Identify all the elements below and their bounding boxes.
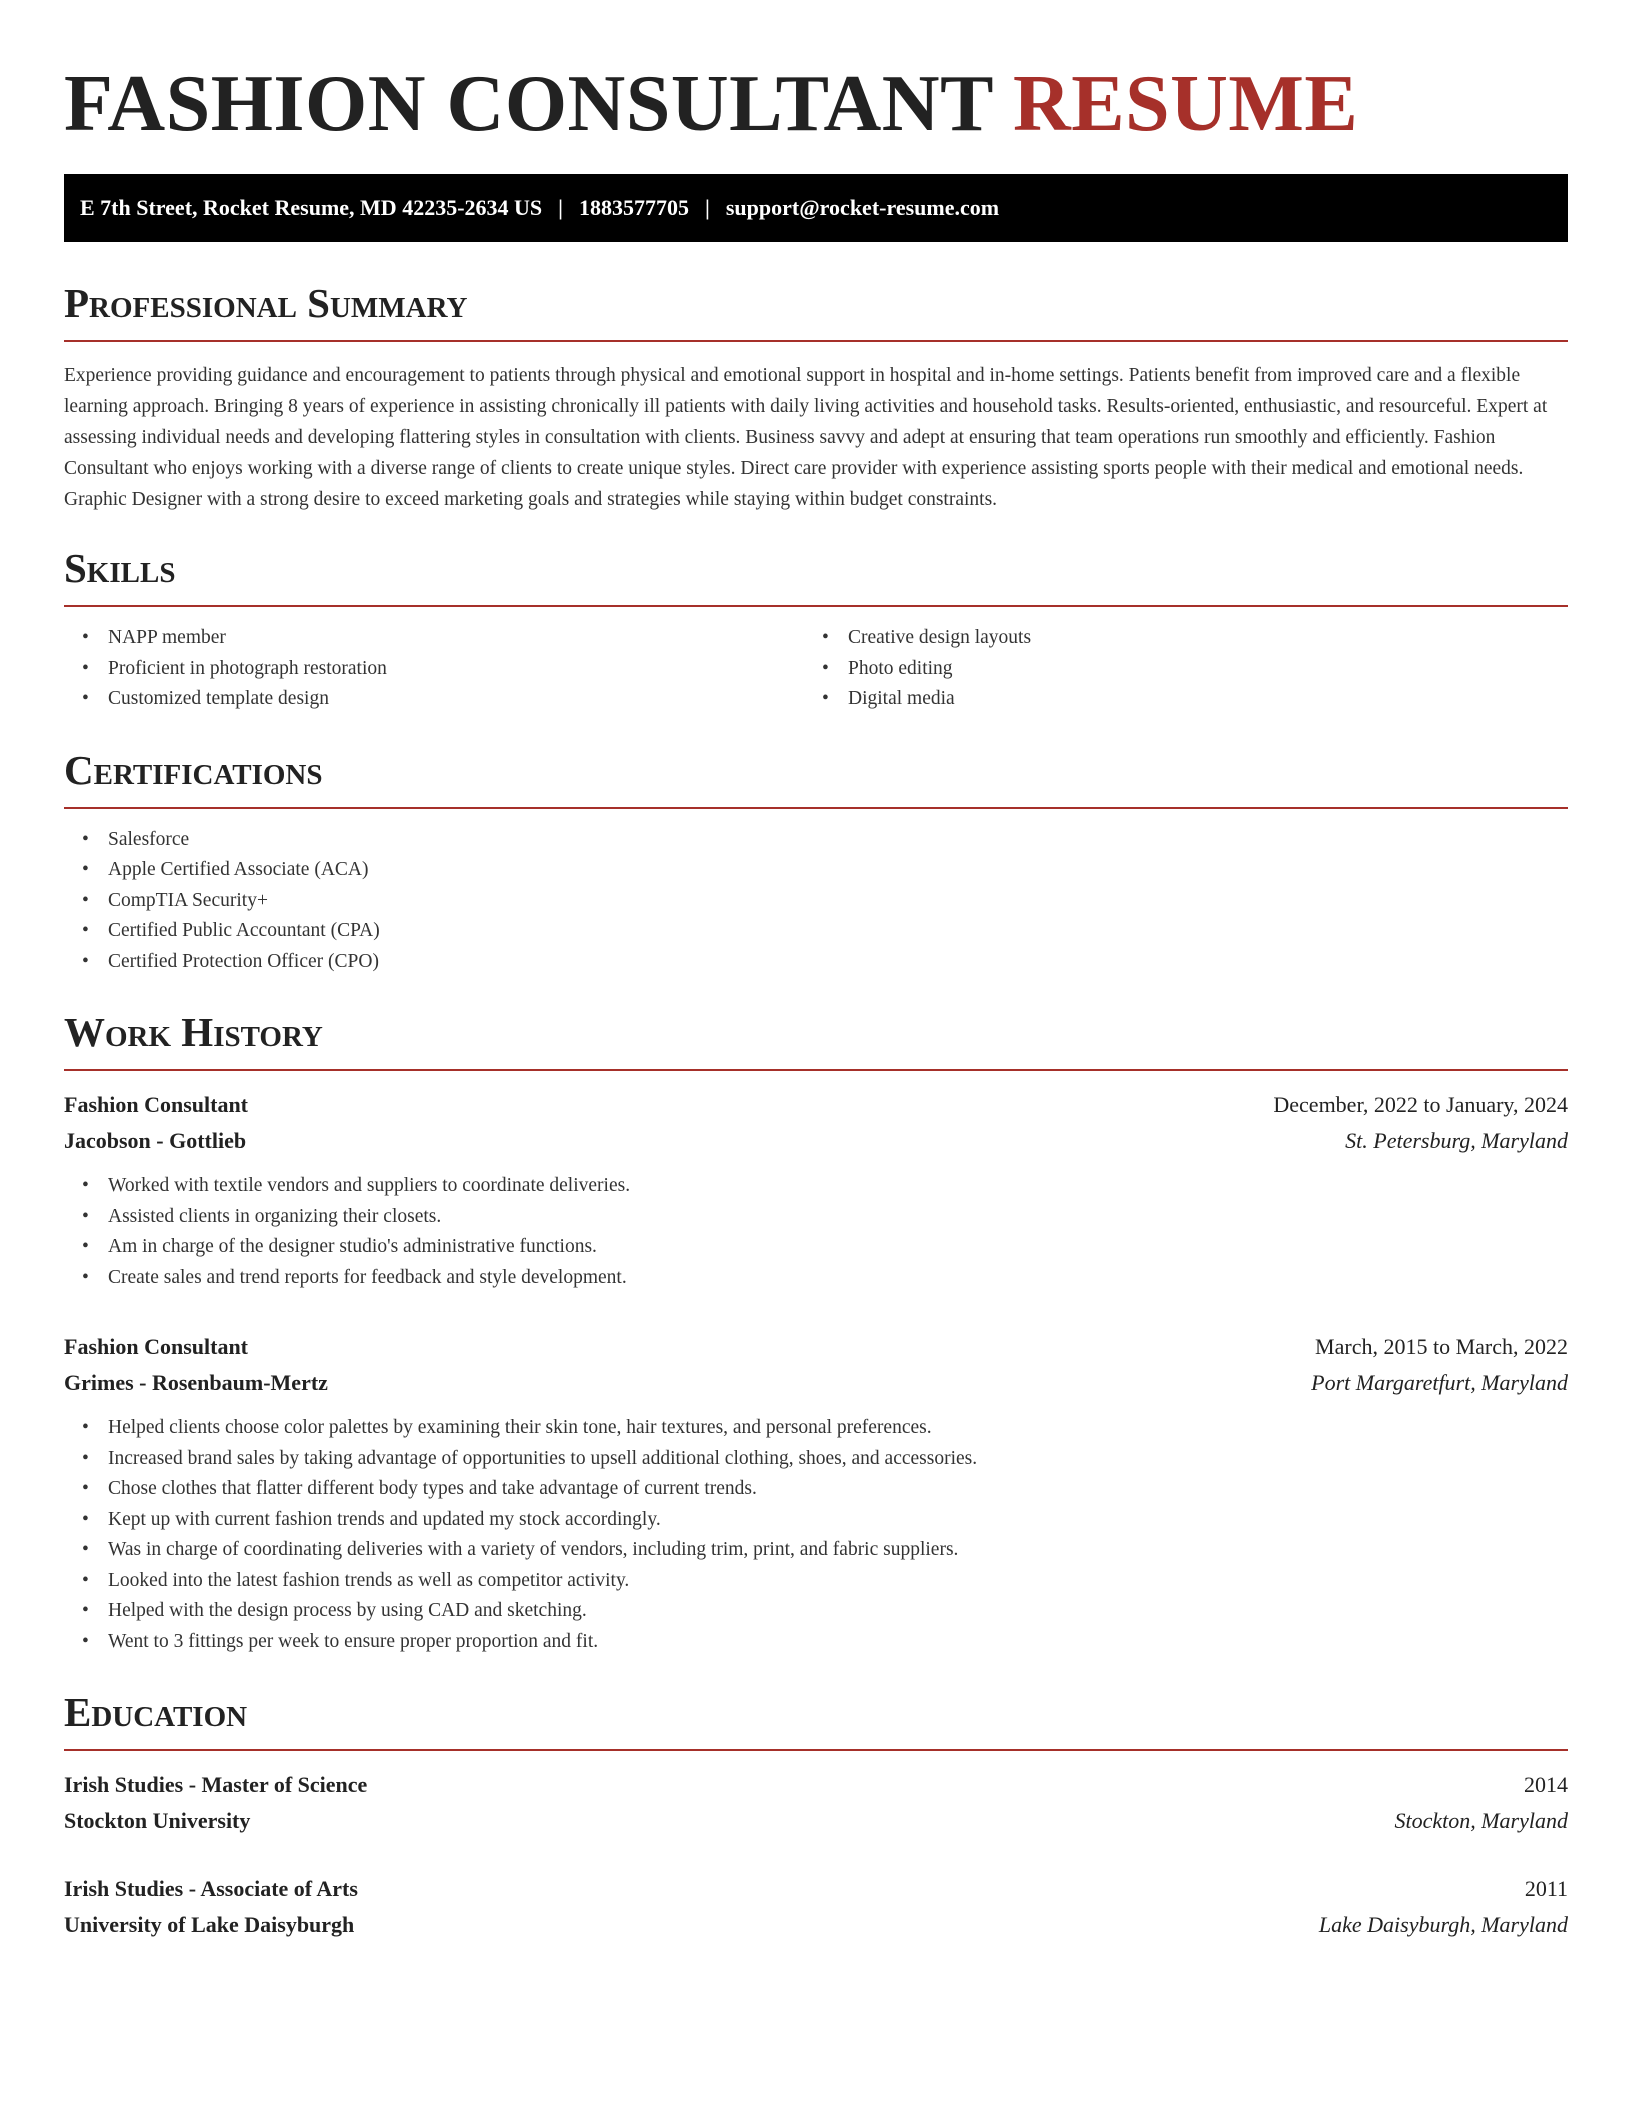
job-company: Grimes - Rosenbaum-Mertz (64, 1370, 328, 1395)
education-location: Stockton, Maryland (1394, 1808, 1568, 1833)
list-item (64, 886, 1568, 917)
section-divider (64, 1069, 1568, 1071)
education-heading: Education (64, 1689, 248, 1735)
list-item (64, 623, 804, 654)
certification-item: Certified Protection Officer (CPO) (108, 950, 379, 972)
job-header-row (64, 1087, 1568, 1123)
bullet-icon: • (82, 889, 89, 911)
summary-text: Experience providing guidance and encouragement to patients through physical and emotional support in hospital and in-home settings. Patients benefit from improved care and a flexible learning approach. Bringing 8 years of experience in assisting chronically ill patients with daily living activities and household tasks. Results-oriented, enthusiastic, and resourceful. Expert at assessing individual needs and developing flattering styles in consultation with clients. Business savvy and adept at ensuring that team operations run smoothly and efficiently. Fashion Consultant who enjoys working with a diverse range of clients to create unique styles. Direct care provider with experience assisting sports people with their medical and emotional needs. Graphic Designer with a strong desire to exceed marketing goals and strategies while staying within budget constraints. (64, 365, 1548, 510)
certifications-section (64, 745, 1568, 978)
section-divider (64, 807, 1568, 809)
title-main: FASHION CONSULTANT (64, 60, 993, 148)
job-entry (64, 1087, 1568, 1293)
education-school: University of Lake Daisyburgh (64, 1912, 355, 1937)
education-degree: Irish Studies - Master of Science (64, 1772, 368, 1797)
summary-heading: Professional Summary (64, 280, 468, 326)
certifications-heading: Certifications (64, 746, 323, 793)
contact-separator: | (705, 195, 710, 220)
certification-item: Apple Certified Associate (ACA) (108, 859, 369, 880)
skill-item: NAPP member (108, 627, 226, 648)
bullet-icon: • (822, 688, 829, 709)
list-item (64, 1413, 1568, 1444)
job-duty: Went to 3 fittings per week to ensure proper proportion and fit. (108, 1630, 599, 1652)
work-history-heading: Work History (64, 1009, 323, 1055)
education-school-row (64, 1907, 1568, 1943)
list-item (64, 654, 804, 685)
list-item (64, 1202, 1568, 1233)
title-accent: RESUME (1013, 60, 1359, 148)
bullet-icon: • (822, 657, 829, 679)
job-title: Fashion Consultant (64, 1092, 249, 1117)
list-item (64, 684, 804, 715)
bullet-icon: • (82, 688, 89, 709)
job-duty: Increased brand sales by taking advantage of opportunities to upsell additional clothing, shoes, and accessories. (108, 1447, 978, 1469)
skill-item: Creative design layouts (848, 627, 1032, 648)
job-header-row (64, 1329, 1568, 1365)
bullet-icon: • (82, 1600, 89, 1621)
list-item (64, 1627, 1568, 1658)
skill-item: Customized template design (108, 688, 329, 709)
skills-grid (64, 623, 1568, 715)
bullet-icon: • (82, 950, 89, 972)
bullet-icon: • (82, 1447, 89, 1469)
list-item (64, 1505, 1568, 1536)
list-item (64, 1232, 1568, 1263)
list-item (64, 1535, 1568, 1566)
job-duty: Chose clothes that flatter different body types and take advantage of current trends. (108, 1478, 757, 1499)
education-school: Stockton University (64, 1808, 251, 1833)
bullet-icon: • (82, 828, 89, 850)
job-duty: Was in charge of coordinating deliveries with a variety of vendors, including trim, print, and fabric suppliers. (108, 1539, 959, 1560)
contact-phone: 1883577705 (579, 195, 689, 220)
job-duty: Assisted clients in organizing their closets. (108, 1205, 442, 1227)
summary-section (64, 278, 1568, 515)
job-dates: December, 2022 to January, 2024 (1273, 1092, 1568, 1117)
contact-email[interactable]: support@rocket-resume.com (725, 195, 1000, 220)
contact-separator: | (558, 195, 563, 220)
list-item (64, 1263, 1568, 1294)
job-duty: Looked into the latest fashion trends as well as competitor activity. (108, 1569, 630, 1591)
bullet-icon: • (82, 1266, 89, 1288)
section-divider (64, 340, 1568, 342)
resume-page (64, 0, 1568, 1943)
education-entry (64, 1871, 1568, 1943)
list-item (64, 1566, 1568, 1597)
skill-item: Proficient in photograph restoration (108, 657, 387, 679)
job-company-row (64, 1123, 1568, 1159)
education-degree-row (64, 1871, 1568, 1907)
job-duty: Am in charge of the designer studio's administrative functions. (108, 1236, 597, 1257)
job-duties-list (64, 1413, 1568, 1657)
education-entry (64, 1767, 1568, 1839)
list-item (64, 825, 1568, 856)
bullet-icon: • (82, 1205, 89, 1227)
list-item (64, 916, 1568, 947)
bullet-icon: • (82, 1508, 89, 1530)
job-location: Port Margaretfurt, Maryland (1311, 1370, 1568, 1395)
job-entry (64, 1329, 1568, 1657)
job-duty: Helped clients choose color palettes by examining their skin tone, hair textures, and personal preferences. (108, 1417, 932, 1438)
job-title: Fashion Consultant (64, 1334, 249, 1359)
list-item (804, 623, 1544, 654)
list-item (64, 855, 1568, 886)
education-year: 2014 (1524, 1772, 1568, 1797)
bullet-icon: • (82, 1630, 89, 1652)
skill-item: Photo editing (848, 657, 953, 679)
skills-heading: Skills (64, 545, 176, 591)
bullet-icon: • (82, 657, 89, 679)
education-location: Lake Daisyburgh, Maryland (1318, 1912, 1568, 1937)
certification-item: CompTIA Security+ (108, 889, 268, 911)
bullet-icon: • (82, 1236, 89, 1257)
contact-bar (64, 174, 1568, 242)
skills-list-right (804, 623, 1544, 715)
list-item (804, 654, 1544, 685)
job-duty: Worked with textile vendors and suppliers to coordinate deliveries. (108, 1175, 631, 1196)
section-divider (64, 605, 1568, 607)
bullet-icon: • (82, 1175, 89, 1196)
resume-title (64, 0, 1568, 150)
education-year: 2011 (1524, 1876, 1568, 1901)
bullet-icon: • (82, 627, 89, 648)
job-duty: Create sales and trend reports for feedback and style development. (108, 1266, 627, 1288)
job-location: St. Petersburg, Maryland (1345, 1128, 1568, 1153)
job-duties-list (64, 1171, 1568, 1293)
education-degree-row (64, 1767, 1568, 1803)
section-divider (64, 1749, 1568, 1751)
list-item (64, 947, 1568, 978)
list-item (64, 1171, 1568, 1202)
certification-item: Salesforce (108, 828, 190, 850)
list-item (804, 684, 1544, 715)
education-school-row (64, 1803, 1568, 1839)
job-duty: Helped with the design process by using CAD and sketching. (108, 1600, 587, 1621)
skills-section (64, 543, 1568, 715)
contact-address: E 7th Street, Rocket Resume, MD 42235-2634 US (80, 195, 543, 220)
bullet-icon: • (82, 920, 89, 941)
bullet-icon: • (82, 1417, 89, 1438)
bullet-icon: • (82, 1539, 89, 1560)
job-company: Jacobson - Gottlieb (64, 1128, 247, 1153)
bullet-icon: • (82, 1569, 89, 1591)
certifications-list (64, 825, 1568, 978)
list-item (64, 1444, 1568, 1475)
list-item (64, 1474, 1568, 1505)
education-degree: Irish Studies - Associate of Arts (64, 1876, 358, 1901)
job-company-row (64, 1365, 1568, 1401)
list-item (64, 1596, 1568, 1627)
job-duty: Kept up with current fashion trends and updated my stock accordingly. (108, 1508, 661, 1530)
job-dates: March, 2015 to March, 2022 (1315, 1334, 1568, 1359)
certification-item: Certified Public Accountant (CPA) (108, 920, 380, 941)
work-history-section (64, 1007, 1568, 1657)
education-section (64, 1687, 1568, 1943)
bullet-icon: • (82, 859, 89, 880)
bullet-icon: • (822, 627, 829, 648)
skills-list-left (64, 623, 804, 715)
skill-item: Digital media (848, 688, 955, 709)
bullet-icon: • (82, 1478, 89, 1499)
